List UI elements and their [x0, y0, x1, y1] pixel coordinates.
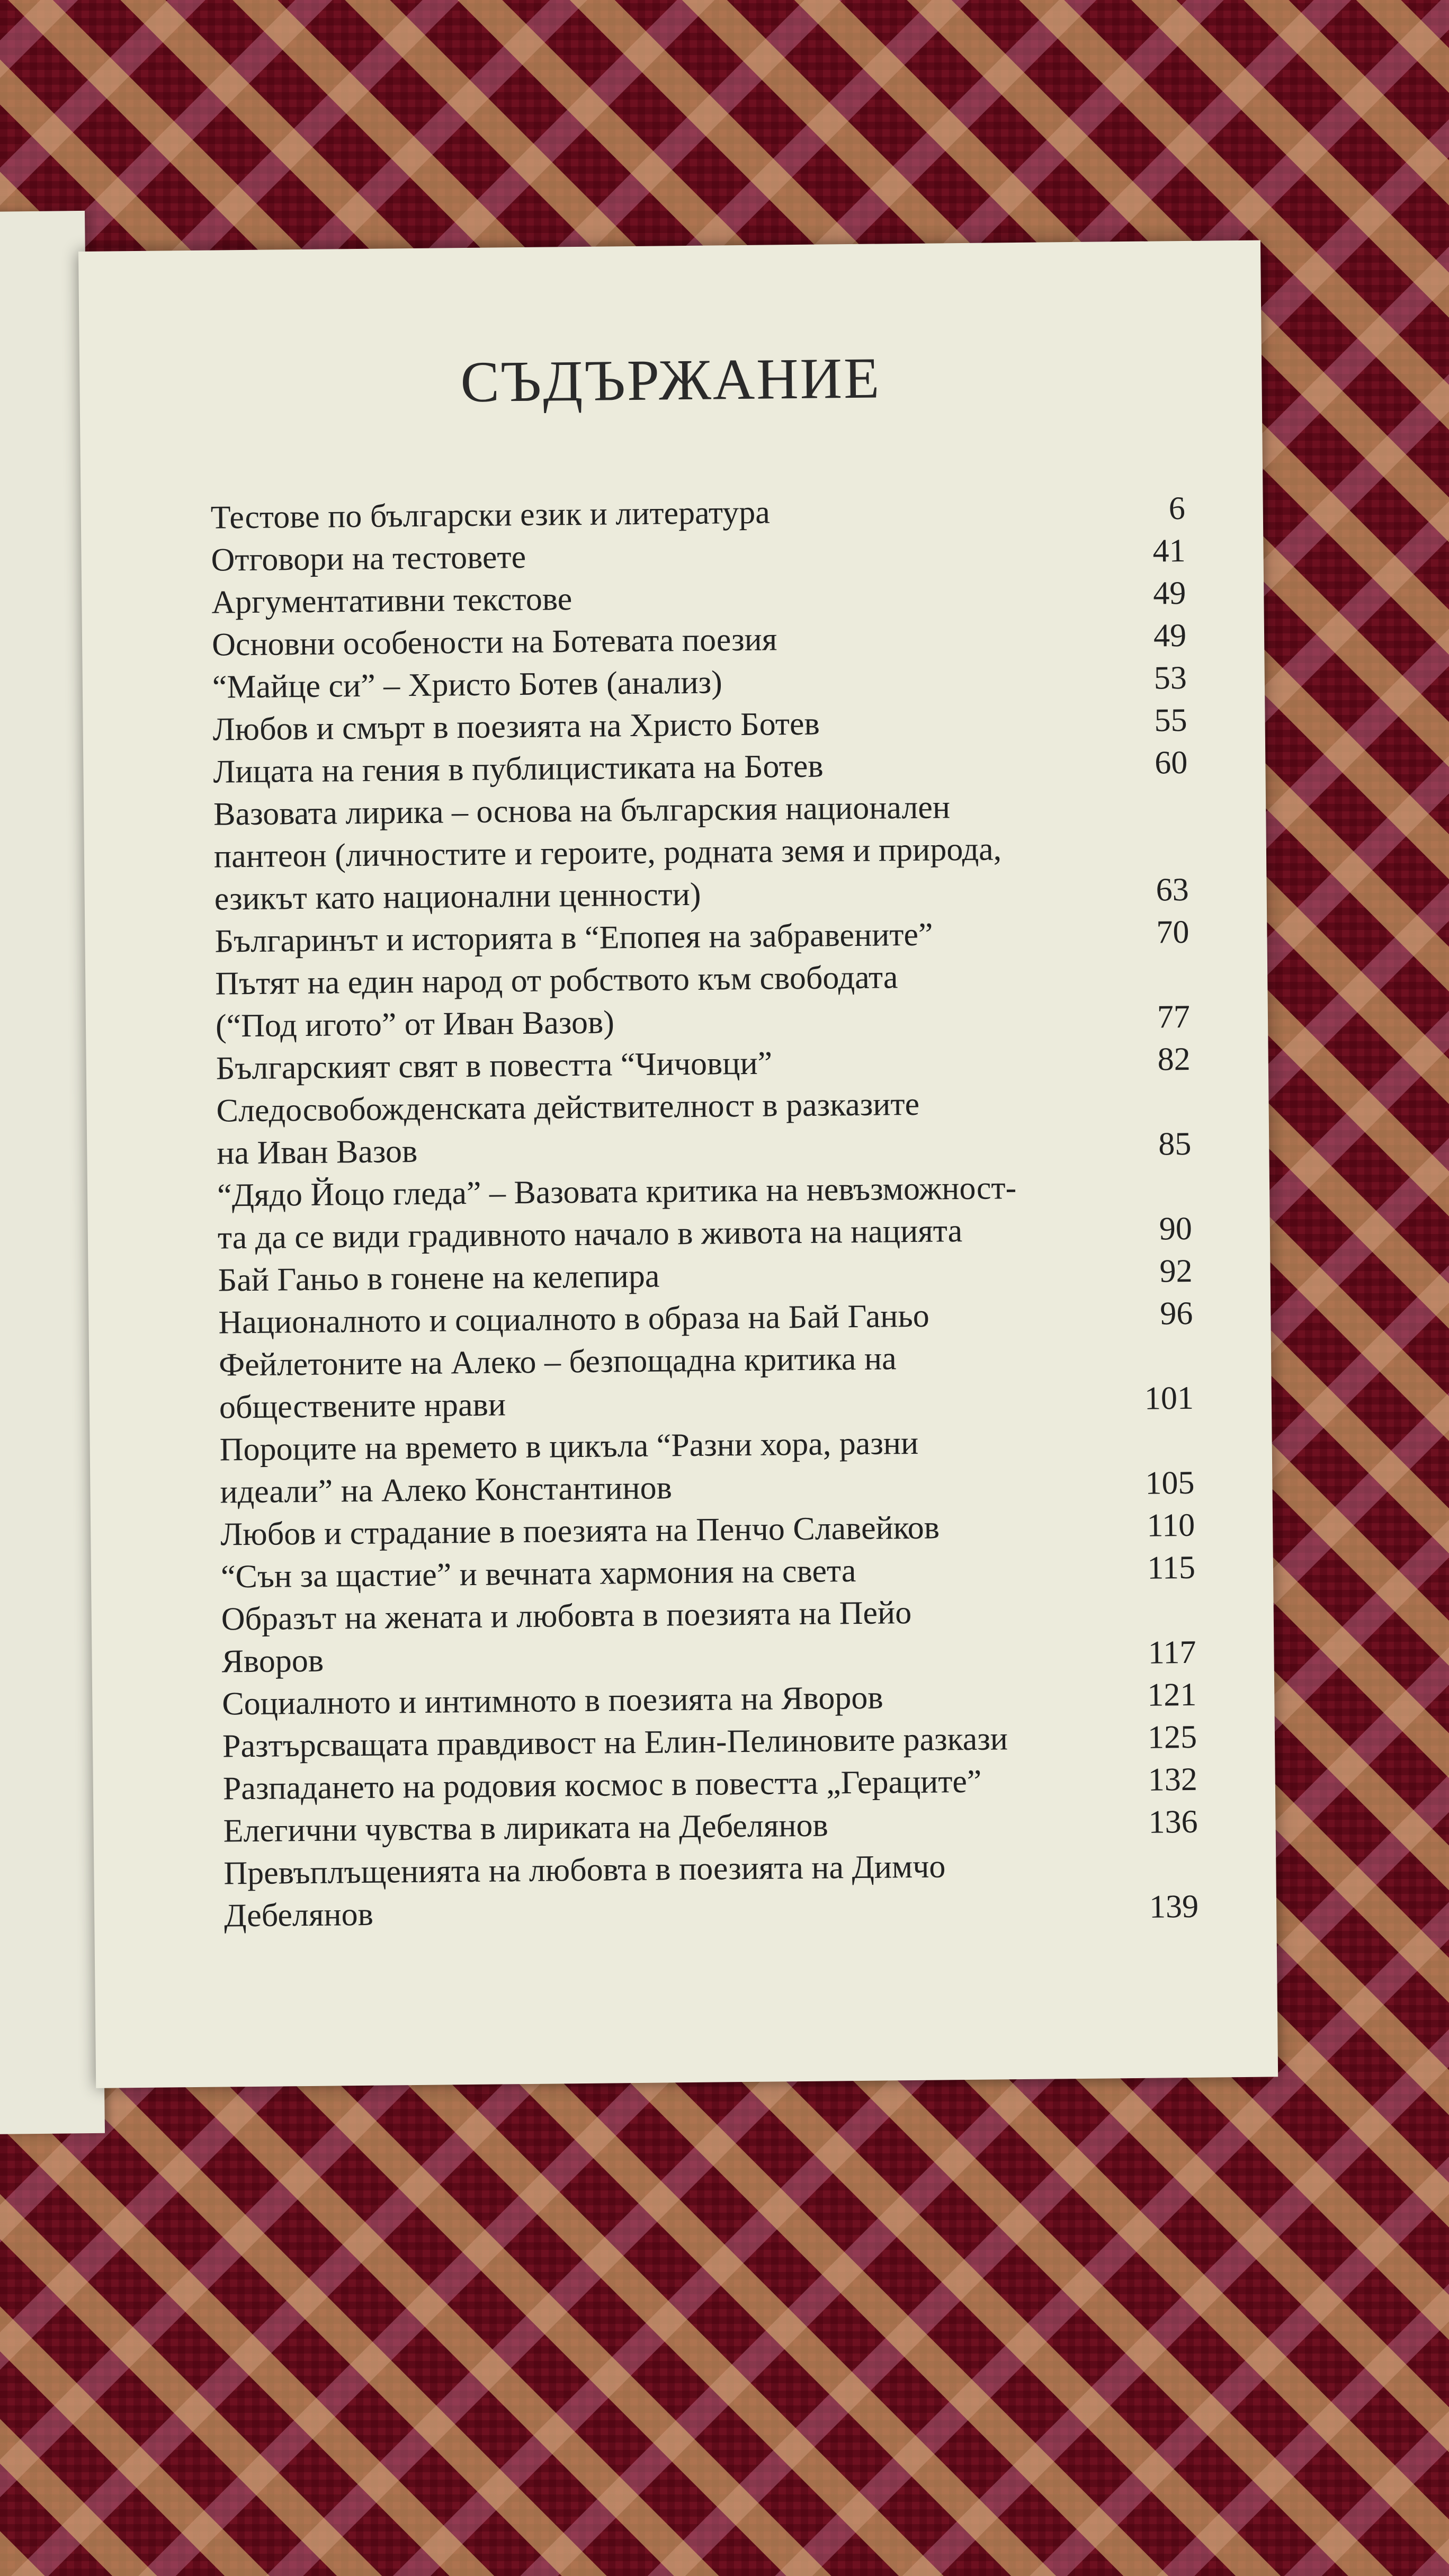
toc-entry-page-number: 115 [1147, 1549, 1196, 1586]
toc-entry-title: Аргументативни текстове [211, 581, 573, 621]
toc-entry-title: Елегични чувства в лириката на Дебелянов [223, 1807, 829, 1849]
toc-entry-page-number: 92 [1159, 1253, 1193, 1290]
toc-entry-page-number: 132 [1148, 1761, 1198, 1798]
toc-entry-page-number: 82 [1157, 1041, 1191, 1078]
toc-entry-title: Пътят на един народ от робството към свободата (“Под игото” от Иван Вазов) [214, 959, 898, 1044]
toc-entry-page-number: 136 [1148, 1803, 1198, 1840]
toc-entry-page-number: 70 [1156, 914, 1189, 951]
toc-entry-page-number: 63 [1156, 871, 1189, 908]
toc-entry-title: Българинът и историята в “Епопея на забравените” [214, 916, 933, 960]
toc-entry-title: Бай Ганьо в гонене на келепира [218, 1258, 660, 1299]
toc-entry-page-number: 90 [1159, 1210, 1193, 1247]
toc-entry-page-number: 41 [1152, 532, 1186, 569]
toc-entry-page-number: 60 [1155, 744, 1188, 781]
toc-entry-title: Основни особености на Ботевата поезия [211, 621, 777, 663]
book-page [78, 240, 1278, 2088]
toc-entry-page-number: 139 [1149, 1888, 1199, 1925]
toc-entry-page-number: 53 [1153, 659, 1187, 696]
toc-entry-page-number: 55 [1154, 702, 1187, 739]
toc-entry-title: Пороците на времето в цикъла “Разни хора, разни идеали” на Алеко Константинов [219, 1425, 919, 1510]
toc-entry-title: Любов и смърт в поезията на Христо Ботев [212, 705, 820, 748]
toc-entry-title: Фейлетоните на Алеко – безпощадна критика на обществените нрави [218, 1340, 897, 1426]
toc-entry [219, 1419, 1194, 1514]
table-of-contents [210, 487, 1198, 1937]
toc-entry-page-number: 121 [1147, 1676, 1197, 1713]
toc-entry-page-number: 96 [1160, 1295, 1193, 1332]
toc-entry [213, 784, 1189, 920]
toc-entry-page-number: 77 [1157, 998, 1191, 1035]
toc-entry-title: Отговори на тестовете [211, 539, 526, 578]
page-title: СЪДЪРЖАНИЕ [460, 345, 881, 415]
toc-entry [217, 1165, 1192, 1259]
toc-entry-page-number: 6 [1168, 490, 1186, 527]
toc-entry-title: Националното и социалното в образа на Бай Ганьо [218, 1298, 929, 1341]
toc-entry [221, 1589, 1196, 1683]
toc-entry-title: Тестове по български език и литература [210, 494, 771, 536]
toc-entry-title: Образът на жената и любовта в поезията на Пейо Яворов [221, 1595, 912, 1680]
toc-entry-title: Социалното и интимното в поезията на Яворов [222, 1679, 883, 1722]
toc-entry-title: Превъплъщенията на любовта в поезията на Димчо Дебелянов [223, 1848, 946, 1934]
toc-entry-title: Българският свят в повестта “Чичовци” [216, 1045, 773, 1087]
toc-entry [215, 953, 1190, 1048]
toc-entry-page-number: 49 [1152, 575, 1186, 612]
toc-entry-page-number: 125 [1147, 1719, 1197, 1756]
toc-entry [219, 1335, 1194, 1429]
toc-entry-title: “Сън за щастие” и вечната хармония на света [220, 1553, 856, 1595]
toc-entry-title: Разтърсващата правдивост на Елин-Пелиновите разкази [222, 1721, 1008, 1765]
toc-entry-page-number: 105 [1145, 1464, 1195, 1501]
toc-entry-page-number: 110 [1147, 1507, 1195, 1544]
toc-entry-title: “Майце си” – Христо Ботев (анализ) [212, 664, 723, 705]
toc-entry-title: Лицата на гения в публицистиката на Ботев [213, 748, 824, 790]
toc-entry [216, 1080, 1191, 1175]
toc-entry-title: Разпадането на родовия космос в повестта „Гераците” [222, 1763, 982, 1807]
toc-entry-title: Любов и страдание в поезията на Пенчо Славейков [220, 1509, 940, 1553]
toc-entry-title: Следосвобожденската действителност в разказите на Иван Вазов [216, 1086, 920, 1171]
toc-entry [223, 1843, 1198, 1937]
toc-entry-page-number: 101 [1144, 1380, 1194, 1417]
toc-entry-title: “Дядо Йоцо гледа” – Вазовата критика на невъзможност- та да се види градивното начало в живота на нацията [217, 1170, 1017, 1256]
toc-entry-page-number: 49 [1153, 617, 1187, 654]
toc-entry-title: Вазовата лирика – основа на българския национален пантеон (личностите и героите, родната земя и природа, езикът като национални ценности) [213, 789, 1002, 917]
toc-entry-page-number: 117 [1148, 1634, 1196, 1671]
toc-entry-page-number: 85 [1158, 1125, 1192, 1162]
